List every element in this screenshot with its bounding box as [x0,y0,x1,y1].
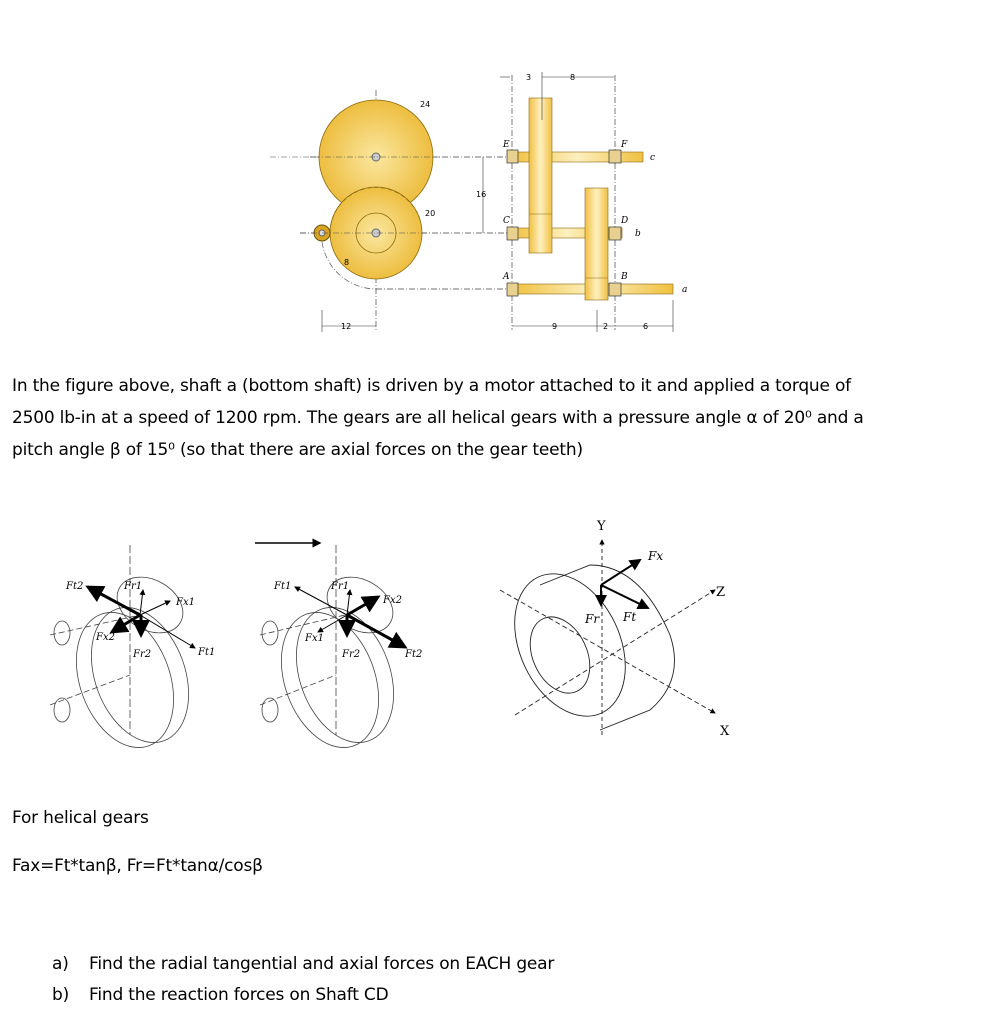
dim-8: 8 [570,73,576,82]
dim-6: 6 [643,322,649,331]
problem-line-1: In the figure above, shaft a (bottom shaft) is driven by a motor attached to it and applied a torque of [12,376,851,396]
mid-fx2-label: Fx2 [383,595,402,606]
label-e: E [503,140,510,150]
bearing-f [609,150,621,163]
bearing-b [609,283,621,296]
fx-label: Fx [648,549,664,563]
mid-ft1-label: Ft1 [274,581,292,592]
question-a: Find the radial tangential and axial forces on EACH gear [89,954,555,974]
bearing-c [507,227,518,240]
left-ft2-label: Ft2 [66,581,84,592]
shaft-a-label: a [682,285,688,295]
mid-fr1-label: Fr1 [331,581,350,592]
axis-z-label: Z [716,585,726,600]
question-b-marker: b) [52,985,70,1005]
bearing-a [507,283,518,296]
problem-line-3: pitch angle β of 15⁰ (so that there are axial forces on the gear teeth) [12,440,583,460]
axis-x-label: X [720,724,730,739]
left-fx2-label: Fx2 [96,632,115,643]
left-fr1-label: Fr1 [124,581,143,592]
mid-ft2-label: Ft2 [405,649,423,660]
dim-2: 2 [603,322,609,331]
ft-label: Ft [623,610,637,624]
dim-8b: 8 [344,258,350,267]
label-b: B [621,272,628,282]
bearing-e [507,150,518,163]
shaft-c-label: c [650,153,656,163]
fr-label: Fr [585,612,600,626]
left-fx1-label: Fx1 [176,597,195,608]
label-a: A [503,272,510,282]
dim-16: 16 [476,190,487,199]
dim-12: 12 [341,322,352,331]
left-fr2-label: Fr2 [133,649,152,660]
dim-3: 3 [526,73,532,82]
left-ft1-label: Ft1 [198,647,216,658]
gear-small-side [585,188,608,300]
mid-fr2-label: Fr2 [342,649,361,660]
shaft-b-label: b [635,229,641,239]
bearing-d [609,227,621,240]
label-c: C [503,216,510,226]
question-a-marker: a) [52,954,69,974]
axis-y-label: Y [597,519,606,534]
gear-large-side [529,98,552,253]
gear-train-figure [0,0,994,340]
dim-24: 24 [420,100,431,109]
dim-20: 20 [425,209,436,218]
formula: Fax=Ft*tanβ, Fr=Ft*tanα/cosβ [12,856,263,876]
dim-9: 9 [552,322,558,331]
mid-fx1-label: Fx1 [305,633,324,644]
notes-heading: For helical gears [12,808,149,828]
question-b: Find the reaction forces on Shaft CD [89,985,389,1005]
force-diagrams [0,505,994,765]
label-f: F [621,140,628,150]
problem-line-2: 2500 lb-in at a speed of 1200 rpm. The gears are all helical gears with a pressure angle α of 20⁰ and a [12,408,864,428]
label-d: D [621,216,629,226]
